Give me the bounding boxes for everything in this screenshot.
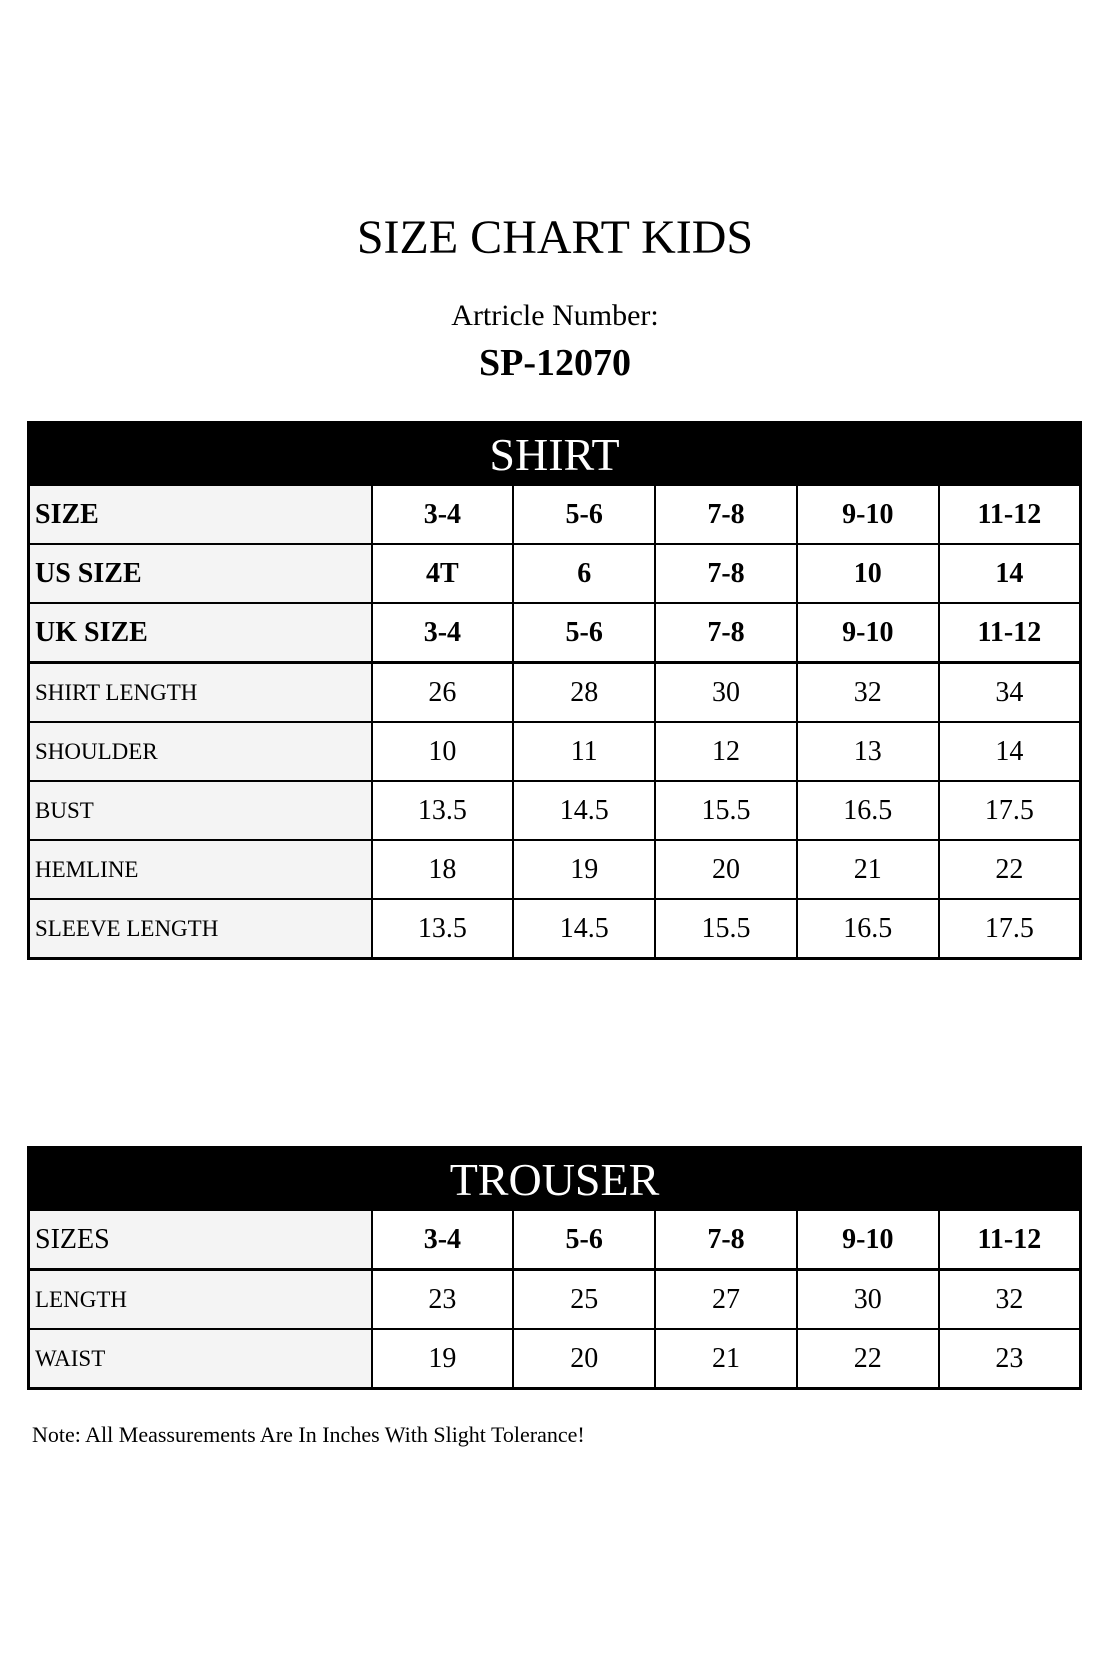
table-cell: 23 (372, 1270, 514, 1330)
table-row (29, 1210, 1081, 1270)
table-cell: 9-10 (797, 1210, 939, 1270)
table-cell: 21 (797, 840, 939, 899)
table-cell: 6 (513, 544, 655, 603)
table-cell: 13.5 (372, 899, 514, 959)
row-label: SLEEVE LENGTH (29, 899, 372, 959)
table-cell: 12 (655, 722, 797, 781)
table-cell: 22 (939, 840, 1081, 899)
table-row (29, 781, 1081, 840)
table-cell: 16.5 (797, 899, 939, 959)
table-row (29, 840, 1081, 899)
table-row (29, 1329, 1081, 1389)
table-cell: 14.5 (513, 899, 655, 959)
row-label: UK SIZE (29, 603, 372, 663)
table-cell: 3-4 (372, 1210, 514, 1270)
table-cell: 32 (939, 1270, 1081, 1330)
table-cell: 25 (513, 1270, 655, 1330)
table-cell: 26 (372, 663, 514, 723)
table-row (29, 603, 1081, 663)
table-cell: 5-6 (513, 1210, 655, 1270)
table-cell: 14.5 (513, 781, 655, 840)
table-cell: 20 (655, 840, 797, 899)
trouser-size-table (27, 1146, 1082, 1390)
table-cell: 11-12 (939, 1210, 1081, 1270)
table-cell: 19 (372, 1329, 514, 1389)
table-cell: 3-4 (372, 603, 514, 663)
row-label: US SIZE (29, 544, 372, 603)
table-cell: 5-6 (513, 603, 655, 663)
table-cell: 18 (372, 840, 514, 899)
row-label: HEMLINE (29, 840, 372, 899)
page-title: SIZE CHART KIDS (356, 211, 754, 264)
row-label: BUST (29, 781, 372, 840)
article-number: SP-12070 (479, 342, 631, 384)
table-cell: 15.5 (655, 899, 797, 959)
table-cell: 20 (513, 1329, 655, 1389)
table-cell: 15.5 (655, 781, 797, 840)
row-label: SIZES (29, 1210, 372, 1270)
table-cell: 30 (655, 663, 797, 723)
table-row (29, 722, 1081, 781)
measurement-note: Note: All Meassurements Are In Inches With Slight Tolerance! (32, 1422, 585, 1447)
table-cell: 13 (797, 722, 939, 781)
table-cell: 21 (655, 1329, 797, 1389)
table-row (29, 899, 1081, 959)
table-cell: 11-12 (939, 485, 1081, 544)
table-cell: 34 (939, 663, 1081, 723)
table-cell: 7-8 (655, 544, 797, 603)
table-row (29, 485, 1081, 544)
row-label: SIZE (29, 485, 372, 544)
shirt-size-table (27, 421, 1082, 960)
table-cell: 9-10 (797, 485, 939, 544)
table-cell: 23 (939, 1329, 1081, 1389)
table-cell: 16.5 (797, 781, 939, 840)
table-cell: 10 (372, 722, 514, 781)
table-cell: 14 (939, 722, 1081, 781)
table-cell: 28 (513, 663, 655, 723)
table-cell: 19 (513, 840, 655, 899)
table-cell: 11 (513, 722, 655, 781)
table-cell: 3-4 (372, 485, 514, 544)
row-label: WAIST (29, 1329, 372, 1389)
table-cell: 7-8 (655, 603, 797, 663)
trouser-table-heading: TROUSER (29, 1148, 1081, 1211)
table-cell: 5-6 (513, 485, 655, 544)
table-cell: 7-8 (655, 485, 797, 544)
table-cell: 11-12 (939, 603, 1081, 663)
table-cell: 17.5 (939, 899, 1081, 959)
article-number-label: Artricle Number: (451, 299, 659, 332)
table-cell: 4T (372, 544, 514, 603)
table-cell: 10 (797, 544, 939, 603)
table-cell: 9-10 (797, 603, 939, 663)
row-label: SHIRT LENGTH (29, 663, 372, 723)
table-cell: 14 (939, 544, 1081, 603)
row-label: LENGTH (29, 1270, 372, 1330)
table-cell: 27 (655, 1270, 797, 1330)
table-cell: 32 (797, 663, 939, 723)
table-cell: 17.5 (939, 781, 1081, 840)
table-cell: 13.5 (372, 781, 514, 840)
table-cell: 7-8 (655, 1210, 797, 1270)
table-row (29, 663, 1081, 723)
table-row (29, 544, 1081, 603)
table-row (29, 1270, 1081, 1330)
table-cell: 30 (797, 1270, 939, 1330)
row-label: SHOULDER (29, 722, 372, 781)
shirt-table-heading: SHIRT (29, 423, 1081, 486)
table-cell: 22 (797, 1329, 939, 1389)
